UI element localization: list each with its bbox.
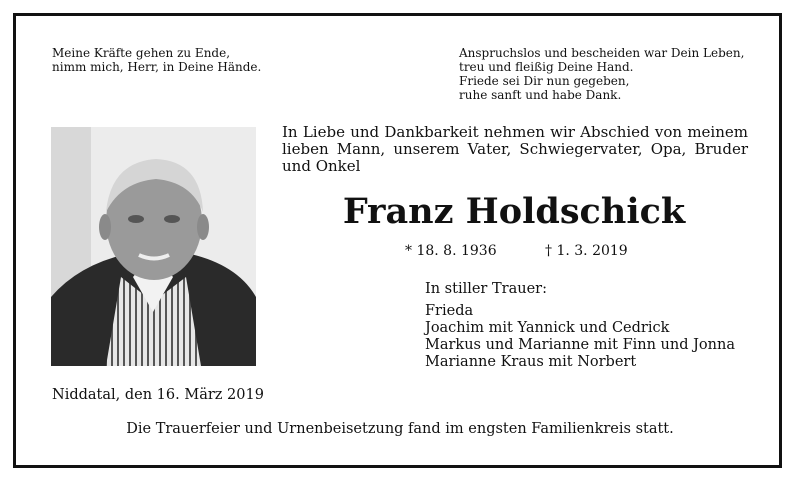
verse-right-line: ruhe sanft und habe Dank. xyxy=(459,88,622,102)
verse-right xyxy=(459,46,744,102)
verse-right-line: Friede sei Dir nun gegeben, xyxy=(459,74,630,88)
verse-right-line: Anspruchslos und bescheiden war Dein Leben, xyxy=(459,46,745,60)
place-date: Niddatal, den 16. März 2019 xyxy=(52,387,264,403)
verse-left xyxy=(52,46,261,74)
verse-left-line: Meine Kräfte gehen zu Ende, xyxy=(52,46,231,60)
verse-left-line: nimm mich, Herr, in Deine Hände. xyxy=(52,60,262,74)
mourners-block xyxy=(425,281,735,371)
portrait-photo xyxy=(51,127,256,366)
birth-date: * 18. 8. 1936 xyxy=(405,243,497,259)
verse-right-line: treu und fleißig Deine Hand. xyxy=(459,60,634,74)
mourner-line: Marianne Kraus mit Norbert xyxy=(425,354,637,370)
mourner-line: Markus und Marianne mit Finn und Jonna xyxy=(425,337,735,353)
mourner-line: Joachim mit Yannick und Cedrick xyxy=(425,320,670,336)
death-date: † 1. 3. 2019 xyxy=(545,243,628,259)
mourner-line: Frieda xyxy=(425,303,474,319)
deceased-name: Franz Holdschick xyxy=(342,191,686,232)
intro-text: In Liebe und Dankbarkeit nehmen wir Abschied von meinem lieben Mann, unserem Vater, Schwiegervater, Opa, Bruder und Onkel xyxy=(282,123,748,175)
funeral-note: Die Trauerfeier und Urnenbeisetzung fand im engsten Familienkreis statt. xyxy=(126,421,674,437)
mourning-heading: In stiller Trauer: xyxy=(425,281,547,297)
